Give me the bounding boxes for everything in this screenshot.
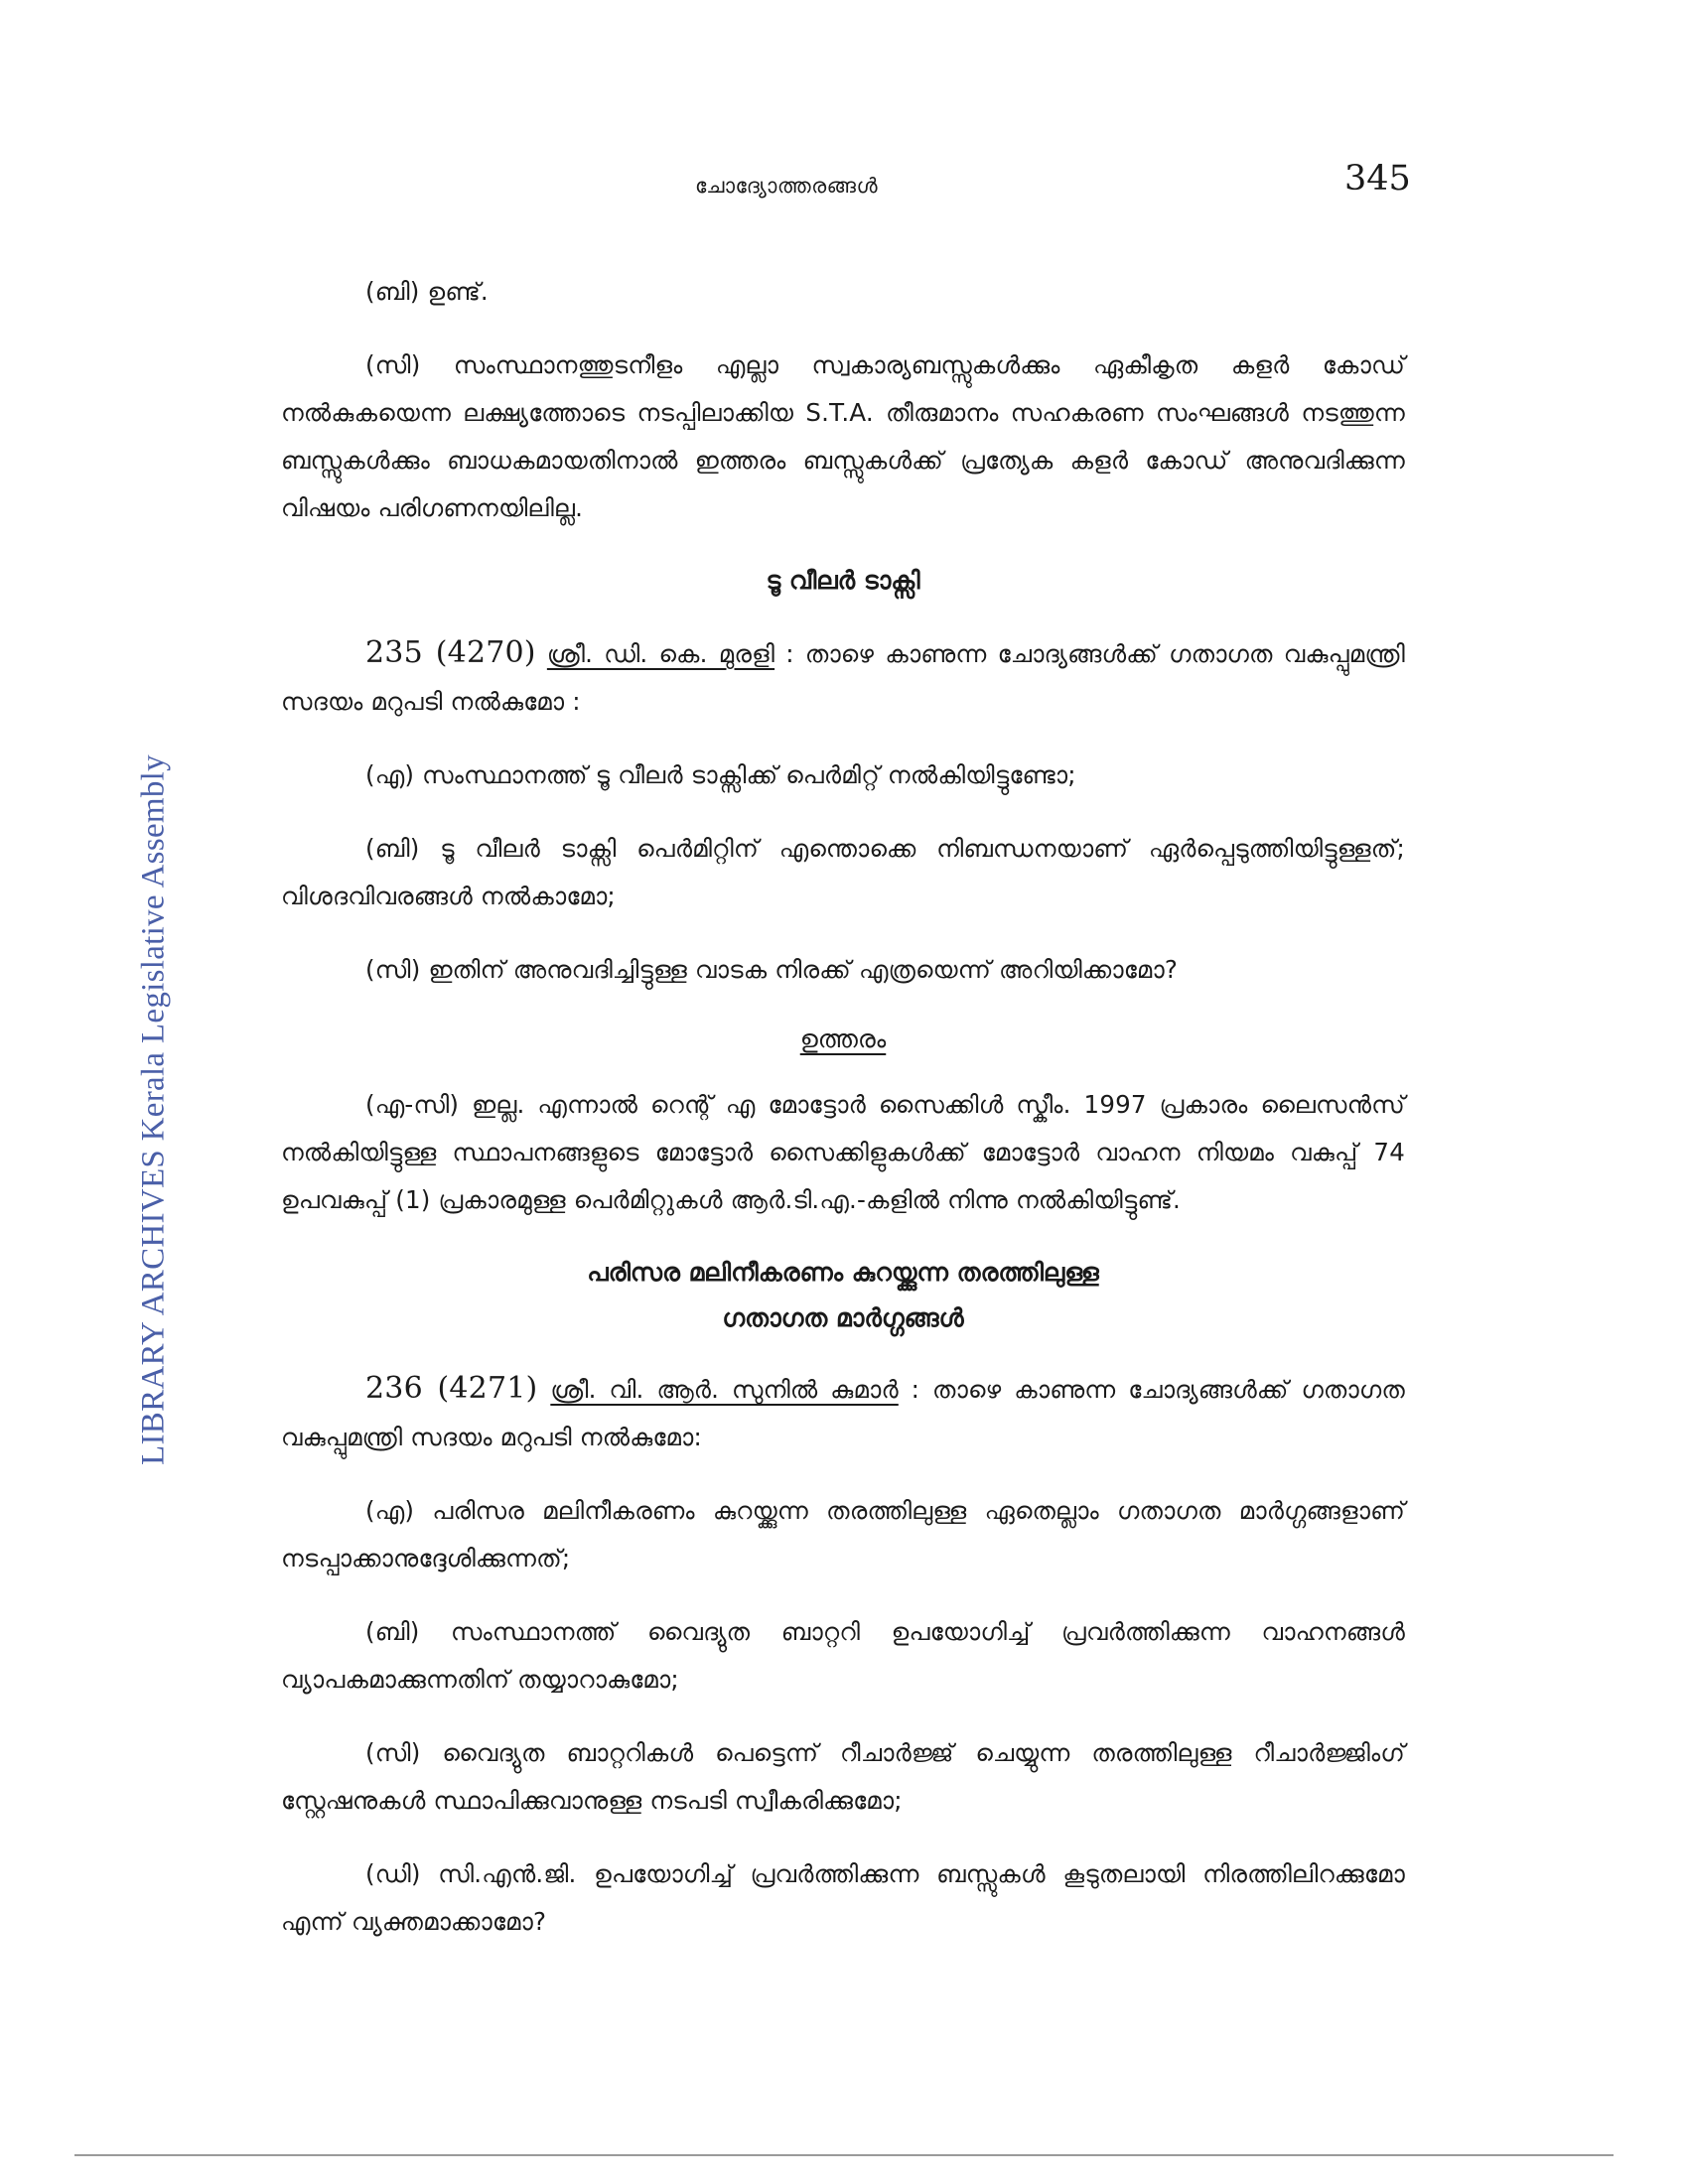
archive-watermark: LIBRARY ARCHIVES Kerala Legislative Assembly bbox=[135, 754, 172, 1465]
answer-b-prev: (ബി) ഉണ്ട്. bbox=[365, 277, 489, 306]
question-235-b: (ബി) ടൂ വീലർ ടാക്സി പെർമിറ്റിന് എന്തൊക്കെ നിബന്ധനയാണ് ഏർപ്പെടുത്തിയിട്ടുള്ളത്; വിശദവിവരങ്ങൾ നൽകാമോ; bbox=[281, 834, 1405, 910]
section-heading-two-wheeler-taxi: ടൂ വീലർ ടാക്സി bbox=[766, 566, 920, 595]
question-235-intro bbox=[281, 629, 1405, 726]
question-235-a: (എ) സംസ്ഥാനത്ത് ടൂ വീലർ ടാക്സിക്ക് പെർമിറ്റ് നൽകിയിട്ടുണ്ടോ; bbox=[365, 760, 1076, 789]
question-236-intro bbox=[281, 1365, 1405, 1461]
member-name: ശ്രീ. വി. ആർ. സുനിൽ കുമാർ bbox=[550, 1375, 899, 1404]
member-name: ശ്രീ. ഡി. കെ. മുരളി bbox=[546, 639, 775, 668]
heading-line-1: പരിസര മലിനീകരണം കുറയ്ക്കുന്ന തരത്തിലുള്ള bbox=[587, 1258, 1099, 1287]
answer-label: ഉത്തരം bbox=[799, 1024, 887, 1053]
question-236-c: (സി) വൈദ്യുത ബാറ്ററികൾ പെട്ടെന്ന് റീചാർജ്ജ് ചെയ്യുന്ന തരത്തിലുള്ള റീചാർജ്ജിംഗ് സ്റ്റേഷനുകൾ സ്ഥാപിക്കുവാനുള്ള നടപടി സ്വീകരിക്കുമോ; bbox=[281, 1738, 1405, 1815]
page-body bbox=[281, 268, 1405, 1972]
page-number: 345 bbox=[1344, 159, 1411, 199]
question-number: 236 (4271) bbox=[365, 1371, 538, 1406]
question-intro-text: : താഴെ കാണുന്ന ചോദ്യങ്ങൾക്ക് ഗതാഗത വകുപ്പുമന്ത്രി സദയം മറുപടി നൽകുമോ: bbox=[281, 1375, 1405, 1451]
running-head: ചോദ്യോത്തരങ്ങൾ bbox=[695, 174, 879, 198]
question-intro-text: : താഴെ കാണുന്ന ചോദ്യങ്ങൾക്ക് ഗതാഗത വകുപ്പുമന്ത്രി സദയം മറുപടി നൽകുമോ : bbox=[281, 639, 1405, 716]
heading-line-2: ഗതാഗത മാർഗ്ഗങ്ങൾ bbox=[722, 1303, 964, 1332]
question-236-a: (എ) പരിസര മലിനീകരണം കുറയ്ക്കുന്ന തരത്തിലുള്ള ഏതെല്ലാം ഗതാഗത മാർഗ്ഗങ്ങളാണ് നടപ്പാക്കാനുദ്ദേശിക്കുന്നത്; bbox=[281, 1496, 1405, 1572]
footer-rule bbox=[74, 2154, 1614, 2156]
section-heading-pollution-transport bbox=[281, 1250, 1405, 1341]
question-235-c: (സി) ഇതിന് അനുവദിച്ചിട്ടുള്ള വാടക നിരക്ക് എത്രയെന്ന് അറിയിക്കാമോ? bbox=[365, 955, 1179, 984]
question-236-d: (ഡി) സി.എൻ.ജി. ഉപയോഗിച്ച് പ്രവർത്തിക്കുന്ന ബസ്സുകൾ കൂടുതലായി നിരത്തിലിറക്കുമോ എന്ന് വ്യക്തമാക്കാമോ? bbox=[281, 1859, 1405, 1936]
answer-c-prev: (സി) സംസ്ഥാനത്തുടനീളം എല്ലാ സ്വകാര്യബസ്സുകൾക്കും ഏകീകൃത കളർ കോഡ് നൽകുകയെന്ന ലക്ഷ്യത്തോടെ നടപ്പിലാക്കിയ S.T.A. തീരുമാനം സഹകരണ സംഘങ്ങൾ നടത്തുന്ന ബസ്സുകൾക്കും ബാധകമായതിനാൽ ഇത്തരം ബസ്സുകൾക്ക് പ്രത്യേക കളർ കോഡ് അനുവദിക്കുന്ന വിഷയം പരിഗണനയിലില്ല. bbox=[281, 350, 1405, 522]
question-number: 235 (4270) bbox=[365, 635, 536, 670]
question-236-b: (ബി) സംസ്ഥാനത്ത് വൈദ്യുത ബാറ്ററി ഉപയോഗിച്ച് പ്രവർത്തിക്കുന്ന വാഹനങ്ങൾ വ്യാപകമാക്കുന്നതിന് തയ്യാറാകുമോ; bbox=[281, 1617, 1405, 1694]
answer-235: (എ-സി) ഇല്ല. എന്നാൽ റെന്റ് എ മോട്ടോർ സൈക്കിൾ സ്കീം. 1997 പ്രകാരം ലൈസൻസ് നൽകിയിട്ടുള്ള സ്ഥാപനങ്ങളുടെ മോട്ടോർ സൈക്കിളുകൾക്ക് മോട്ടോർ വാഹന നിയമം വകുപ്പ് 74 ഉപവകുപ്പ് (1) പ്രകാരമുള്ള പെർമിറ്റുകൾ ആർ.ടി.എ.-കളിൽ നിന്നു നൽകിയിട്ടുണ്ട്. bbox=[281, 1090, 1405, 1214]
